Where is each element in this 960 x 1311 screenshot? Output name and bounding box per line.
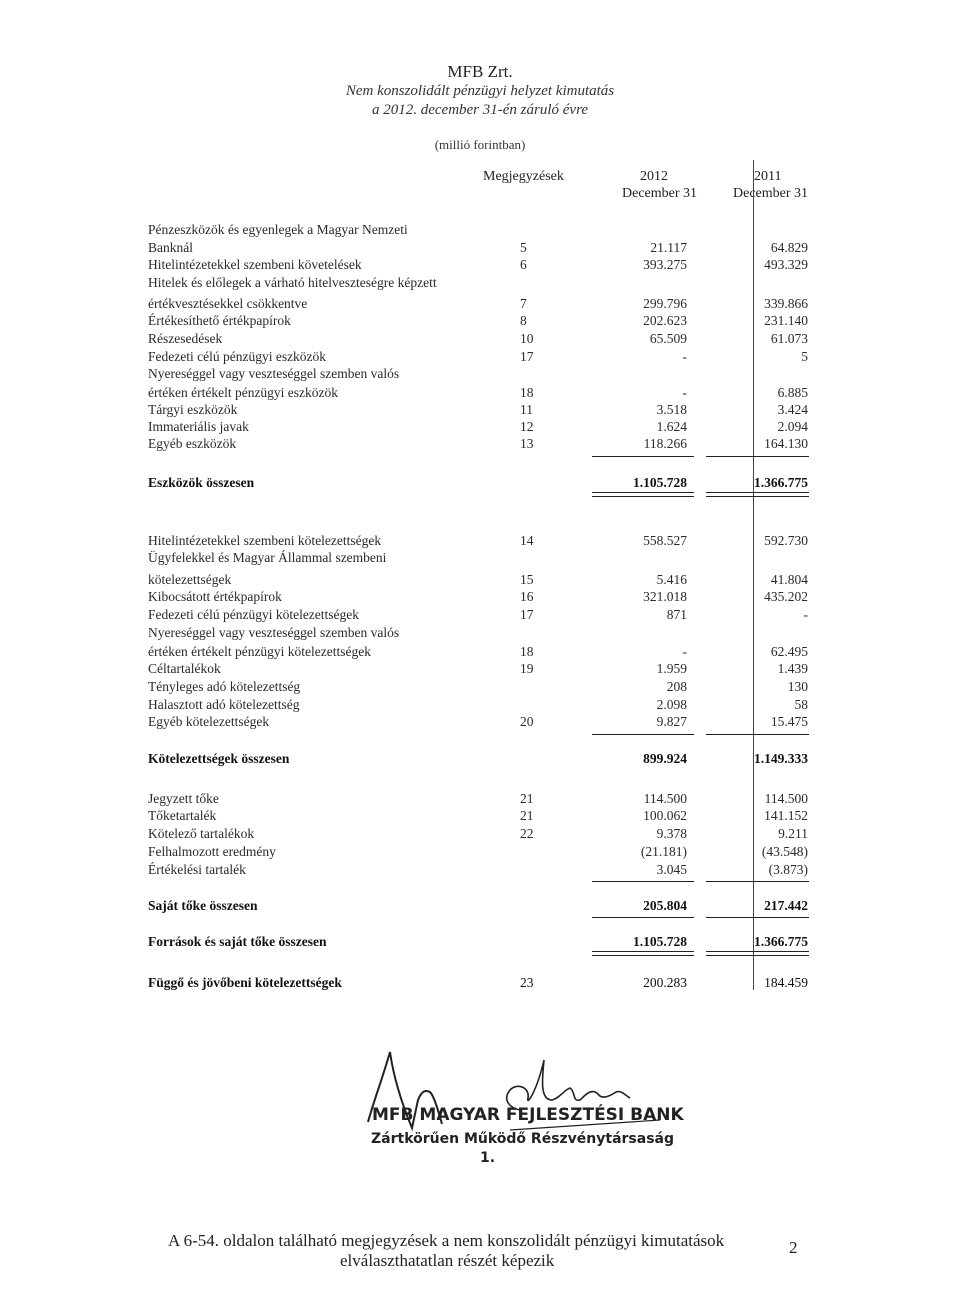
total-value-2012: 899.924 (643, 751, 687, 766)
row-value-2011: 141.152 (764, 808, 808, 823)
row-label: Fedezeti célú pénzügyi eszközök (148, 349, 327, 364)
row-label: kötelezettségek (148, 572, 232, 587)
row-label: Hitelek és előlegek a várható hitelveszteségre képzett (148, 275, 437, 290)
table-row (0, 385, 960, 403)
row-note: 15 (520, 572, 534, 587)
row-value-2011: 1.439 (777, 661, 808, 676)
row-note: 14 (520, 533, 534, 548)
year-2011-header: 2011 (754, 169, 782, 184)
row-value-2011: 61.073 (770, 331, 808, 346)
row-value-2011: 164.130 (764, 436, 808, 451)
row-label: Halasztott adó kötelezettség (148, 697, 300, 712)
row-value-2011: 435.202 (764, 589, 808, 604)
company-title: MFB Zrt. (447, 62, 513, 81)
row-label: Fedezeti célú pénzügyi kötelezettségek (148, 607, 360, 622)
row-note: 8 (520, 313, 527, 328)
row-label: értéken értékelt pénzügyi kötelezettségek (148, 644, 372, 659)
row-label: Jegyzett tőke (148, 791, 219, 806)
table-row (0, 296, 960, 314)
row-label: Pénzeszközök és egyenlegek a Magyar Nemzeti (148, 222, 408, 237)
row-label: Értékelési tartalék (148, 862, 246, 877)
row-value-2011: 64.829 (770, 240, 808, 255)
row-value-2012: (21.181) (640, 844, 687, 859)
table-row (0, 714, 960, 732)
row-value-2011: 339.866 (764, 296, 808, 311)
row-value-2011: (43.548) (761, 844, 808, 859)
currency-unit: (millió forintban) (434, 137, 526, 152)
row-label: Banknál (148, 240, 193, 255)
row-label: Céltartalékok (148, 661, 221, 676)
total-label: Saját tőke összesen (148, 898, 258, 913)
table-row (0, 275, 960, 293)
subtotal-underline (706, 456, 809, 457)
row-note: 10 (520, 331, 534, 346)
total-value-2011: 217.442 (764, 898, 808, 913)
row-note: 6 (520, 257, 527, 272)
row-value-2011: 58 (794, 697, 808, 712)
total-value-2011: 1.366.775 (754, 475, 808, 490)
total-label: Források és saját tőke összesen (148, 934, 327, 949)
table-row (0, 607, 960, 625)
row-value-2011: 9.211 (778, 826, 808, 841)
footer-note-line1: A 6-54. oldalon található megjegyzések a nem konszolidált pénzügyi kimutatások (168, 1231, 725, 1250)
table-row (0, 697, 960, 715)
row-note: 18 (520, 644, 534, 659)
subtotal-underline (592, 917, 694, 918)
row-value-2011: 592.730 (764, 533, 808, 548)
total-value-2012: 205.804 (643, 898, 687, 913)
row-label: Hitelintézetekkel szembeni követelések (148, 257, 362, 272)
row-note: 5 (520, 240, 527, 255)
row-label: Részesedések (148, 331, 223, 346)
row-value-2012: 114.500 (643, 791, 687, 806)
row-note: 20 (520, 714, 534, 729)
total-value-2012: 1.105.728 (633, 934, 687, 949)
subtotal-underline (592, 456, 694, 457)
footer-note-line2: elválaszthatatlan részét képezik (340, 1251, 555, 1270)
row-value-2011: 493.329 (764, 257, 808, 272)
row-value-2012: 1.624 (656, 419, 687, 434)
row-label: Immateriális javak (148, 419, 249, 434)
total-value-2012: 200.283 (643, 975, 687, 990)
row-value-2011: (3.873) (768, 862, 808, 877)
total-value-2012: 1.105.728 (633, 475, 687, 490)
table-row (0, 862, 960, 880)
row-label: Felhalmozott eredmény (148, 844, 276, 859)
row-note: 17 (520, 349, 534, 364)
bank-stamp-name: MFB MAGYAR FEJLESZTÉSI BANK (372, 1105, 684, 1125)
table-row (0, 572, 960, 590)
row-value-2012: 9.378 (656, 826, 687, 841)
total-double-underline (706, 492, 809, 497)
row-label: Kibocsátott értékpapírok (148, 589, 282, 604)
date-2012-header: December 31 (622, 186, 698, 201)
row-label: értéken értékelt pénzügyi eszközök (148, 385, 339, 400)
row-value-2012: 9.827 (656, 714, 687, 729)
total-double-underline (592, 492, 694, 497)
table-row (0, 791, 960, 809)
table-row (0, 402, 960, 420)
row-value-2012: 871 (666, 607, 687, 622)
assets-total-row (0, 475, 960, 493)
row-note: 17 (520, 607, 534, 622)
row-value-2011: 15.475 (770, 714, 808, 729)
table-row (0, 844, 960, 862)
row-value-2012: - (682, 644, 687, 659)
row-value-2012: 299.796 (643, 296, 687, 311)
row-value-2011: 2.094 (777, 419, 808, 434)
subtotal-underline (706, 881, 809, 882)
row-label: Nyereséggel vagy veszteséggel szemben valós (148, 366, 400, 381)
subtotal-underline (706, 734, 809, 735)
row-label: Hitelintézetekkel szembeni kötelezettségek (148, 533, 382, 548)
row-value-2012: 558.527 (643, 533, 687, 548)
row-label: Tárgyi eszközök (148, 402, 238, 417)
row-label: Nyereséggel vagy veszteséggel szemben valós (148, 625, 400, 640)
subtotal-underline (706, 917, 809, 918)
row-label: Ügyfelekkel és Magyar Állammal szembeni (148, 550, 387, 565)
subtotal-underline (592, 881, 694, 882)
row-label: Értékesíthető értékpapírok (148, 313, 291, 328)
total-value-2011: 1.366.775 (754, 934, 808, 949)
equity-total-row (0, 898, 960, 916)
bank-stamp-number: 1. (480, 1150, 496, 1166)
row-value-2012: 5.416 (656, 572, 687, 587)
row-value-2011: - (803, 607, 808, 622)
table-row (0, 625, 960, 643)
row-note: 13 (520, 436, 534, 451)
table-row (0, 644, 960, 662)
table-row (0, 826, 960, 844)
row-value-2012: 3.518 (656, 402, 687, 417)
table-row (0, 349, 960, 367)
row-value-2011: 5 (801, 349, 808, 364)
row-label: Egyéb eszközök (148, 436, 237, 451)
row-label: Egyéb kötelezettségek (148, 714, 270, 729)
row-note: 21 (520, 808, 534, 823)
table-row (0, 679, 960, 697)
row-value-2012: 393.275 (643, 257, 687, 272)
year-2012-header: 2012 (640, 169, 668, 184)
row-value-2011: 231.140 (764, 313, 808, 328)
table-row (0, 257, 960, 275)
table-row (0, 331, 960, 349)
liabilities-total-row (0, 751, 960, 769)
row-label: értékvesztésekkel csökkentve (148, 296, 308, 311)
row-value-2012: 21.117 (650, 240, 687, 255)
table-row (0, 222, 960, 240)
row-note: 16 (520, 589, 534, 604)
notes-column-header: Megjegyzések (483, 169, 564, 184)
row-value-2012: 1.959 (656, 661, 687, 676)
row-note: 23 (520, 975, 534, 990)
row-value-2012: - (682, 385, 687, 400)
row-value-2011: 6.885 (777, 385, 808, 400)
table-row (0, 436, 960, 454)
row-value-2011: 3.424 (777, 402, 808, 417)
table-row (0, 533, 960, 551)
table-row (0, 419, 960, 437)
row-note: 7 (520, 296, 527, 311)
subtotal-underline (592, 734, 694, 735)
row-label: Tőketartalék (148, 808, 217, 823)
row-value-2011: 62.495 (770, 644, 808, 659)
table-row (0, 366, 960, 384)
row-value-2012: 118.266 (643, 436, 687, 451)
table-row (0, 240, 960, 258)
total-double-underline (706, 951, 809, 956)
grand-total-row (0, 934, 960, 952)
row-label: Kötelező tartalékok (148, 826, 255, 841)
total-label: Függő és jövőbeni kötelezettségek (148, 975, 342, 990)
row-value-2011: 130 (787, 679, 808, 694)
row-value-2012: - (682, 349, 687, 364)
row-value-2012: 202.623 (643, 313, 687, 328)
table-row (0, 550, 960, 568)
total-value-2011: 1.149.333 (754, 751, 808, 766)
table-row (0, 661, 960, 679)
row-value-2011: 114.500 (764, 791, 808, 806)
row-note: 21 (520, 791, 534, 806)
page-number: 2 (789, 1238, 798, 1257)
date-2011-header: December 31 (733, 186, 809, 201)
total-label: Eszközök összesen (148, 475, 255, 490)
table-row (0, 589, 960, 607)
row-value-2011: 41.804 (770, 572, 808, 587)
bank-stamp-company-form: Zártkörűen Működő Részvénytársaság (371, 1131, 675, 1147)
row-value-2012: 65.509 (649, 331, 687, 346)
signature-image (360, 1040, 660, 1140)
row-note: 22 (520, 826, 534, 841)
row-note: 18 (520, 385, 534, 400)
row-label: Tényleges adó kötelezettség (148, 679, 301, 694)
table-row (0, 808, 960, 826)
row-value-2012: 208 (666, 679, 687, 694)
row-value-2012: 100.062 (643, 808, 687, 823)
contingent-row (0, 975, 960, 993)
row-note: 12 (520, 419, 534, 434)
total-value-2011: 184.459 (764, 975, 808, 990)
row-value-2012: 321.018 (643, 589, 687, 604)
row-note: 11 (520, 402, 533, 417)
table-row (0, 313, 960, 331)
row-value-2012: 2.098 (656, 697, 687, 712)
statement-period: a 2012. december 31-én záruló évre (371, 102, 589, 118)
total-double-underline (592, 951, 694, 956)
statement-title: Nem konszolidált pénzügyi helyzet kimutatás (345, 83, 615, 99)
total-label: Kötelezettségek összesen (148, 751, 290, 766)
row-note: 19 (520, 661, 534, 676)
row-value-2012: 3.045 (656, 862, 687, 877)
